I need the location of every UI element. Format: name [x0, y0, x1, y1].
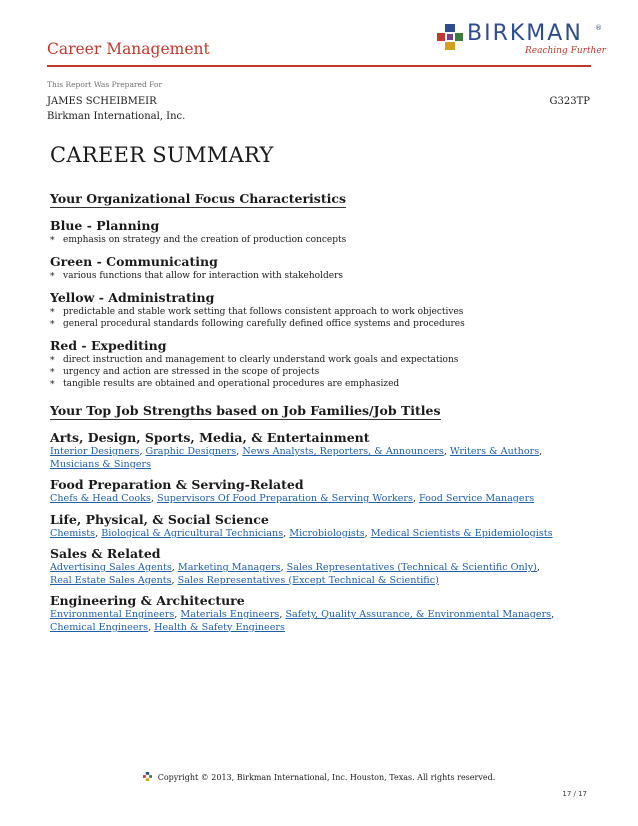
focus-bullet-item: [50, 366, 590, 378]
job-titles-line: [50, 459, 590, 472]
focus-group-heading: Yellow - Administrating: [50, 290, 215, 305]
job-title-link[interactable]: Musicians & Singers: [50, 458, 152, 470]
job-title-link[interactable]: Chefs & Head Cooks: [50, 493, 151, 504]
bullet-asterisk: *: [50, 272, 55, 282]
job-title-link[interactable]: Marketing Managers: [177, 562, 281, 573]
focus-bullet-item: [50, 234, 590, 246]
job-families: [50, 430, 590, 634]
job-title-link[interactable]: Environmental Engineers: [50, 609, 175, 620]
job-titles-line: Chemists, Biological & Agricultural Technicians, Microbiologists, Medical Scientists & Epidemiologists: [50, 527, 553, 539]
job-title-link[interactable]: Health & Safety Engineers: [154, 621, 285, 633]
job-title-link[interactable]: Real Estate Sales Agents: [50, 574, 172, 586]
header-title: Career Management: [47, 40, 210, 58]
bullet-text: predictable and stable work setting that follows consistent approach to work objectives: [63, 307, 464, 317]
job-title-link[interactable]: Sales Representatives (Except Technical & Scientific): [177, 574, 439, 586]
job-title-link[interactable]: Microbiologists: [289, 527, 365, 539]
job-title-link[interactable]: Food Service Managers: [419, 493, 535, 504]
focus-group-heading: Red - Expediting: [50, 338, 167, 353]
focus-groups: [50, 218, 590, 390]
job-title-link[interactable]: Materials Engineers: [180, 609, 280, 620]
prepared-for-label: This Report Was Prepared For: [47, 80, 163, 89]
job-family-heading: Food Preparation & Serving-Related: [50, 477, 304, 492]
job-family-heading: Arts, Design, Sports, Media, & Entertainment: [50, 430, 370, 445]
bullet-text: emphasis on strategy and the creation of production concepts: [63, 235, 347, 245]
bullet-asterisk: *: [50, 368, 55, 378]
focus-bullet-item: [50, 306, 590, 318]
job-title-link[interactable]: Chemists: [50, 527, 96, 539]
job-titles-line: Real Estate Sales Agents, Sales Representatives (Except Technical & Scientific): [50, 574, 439, 586]
header-divider: [47, 65, 591, 67]
focus-bullet-item: [50, 270, 590, 282]
focus-bullet-item: [50, 354, 590, 366]
focus-section-heading: Your Organizational Focus Characteristics: [50, 191, 347, 206]
logo-text: BIRKMAN: [467, 21, 583, 46]
bullet-asterisk: *: [50, 236, 55, 246]
footer: [0, 772, 638, 782]
job-title-link[interactable]: Graphic Designers: [145, 446, 237, 457]
bullet-asterisk: *: [50, 356, 55, 366]
job-title-link[interactable]: Safety, Quality Assurance, & Environmental Managers: [285, 609, 552, 620]
job-family-heading: Sales & Related: [50, 546, 161, 561]
focus-group-heading: Blue - Planning: [50, 218, 160, 233]
job-title-link[interactable]: Medical Scientists & Epidemiologists: [370, 527, 553, 539]
strengths-section-heading: Your Top Job Strengths based on Job Families/Job Titles: [50, 403, 441, 418]
job-title-link[interactable]: Interior Designers: [50, 446, 140, 457]
report-content: [50, 188, 590, 634]
job-title-link[interactable]: Chemical Engineers: [50, 621, 149, 633]
bullet-asterisk: *: [50, 308, 55, 318]
bullet-text: various functions that allow for interaction with stakeholders: [63, 271, 343, 281]
page-number: 17 / 17: [562, 790, 587, 798]
focus-bullet-item: [50, 318, 590, 330]
birkman-footer-icon: [143, 772, 152, 781]
bullet-asterisk: *: [50, 320, 55, 330]
job-titles-line: Advertising Sales Agents, Marketing Managers, Sales Representatives (Technical & Scientific Only),: [50, 562, 540, 573]
report-code: G323TP: [549, 96, 590, 107]
focus-bullet-item: [50, 378, 590, 390]
job-title-link[interactable]: Advertising Sales Agents: [50, 562, 172, 573]
job-family-heading: Life, Physical, & Social Science: [50, 511, 269, 527]
job-titles-line: Chefs & Head Cooks, Supervisors Of Food Preparation & Serving Workers, Food Service Managers: [50, 493, 535, 504]
person-name: JAMES SCHEIBMEIR: [47, 96, 157, 107]
organization-name: Birkman International, Inc.: [47, 111, 186, 122]
job-title-link[interactable]: Writers & Authors: [449, 446, 540, 457]
job-titles-line: Chemical Engineers, Health & Safety Engineers: [50, 621, 285, 633]
bullet-text: tangible results are obtained and operational procedures are emphasized: [63, 379, 400, 389]
birkman-logo-mark-icon: [437, 24, 463, 50]
job-title-link[interactable]: Sales Representatives (Technical & Scientific Only): [286, 562, 537, 573]
strengths-section: [50, 400, 590, 634]
birkman-logo: [437, 20, 607, 60]
job-titles-line: Interior Designers, Graphic Designers, News Analysts, Reporters, & Announcers, Writers & Authors,: [50, 446, 543, 457]
logo-tagline: Reaching Further: [525, 46, 606, 56]
job-titles-line: Environmental Engineers, Materials Engineers, Safety, Quality Assurance, & Environmental Managers,: [50, 609, 555, 620]
page-title: CAREER SUMMARY: [50, 143, 274, 167]
bullet-text: general procedural standards following carefully defined office systems and procedures: [63, 319, 465, 329]
bullet-text: direct instruction and management to clearly understand work goals and expectations: [63, 355, 459, 365]
bullet-asterisk: *: [50, 380, 55, 390]
logo-registered-mark: ®: [595, 24, 602, 32]
bullet-text: urgency and action are stressed in the scope of projects: [63, 367, 320, 377]
focus-section: [50, 188, 590, 390]
job-title-link[interactable]: News Analysts, Reporters, & Announcers: [242, 446, 444, 457]
copyright-text: Copyright © 2013, Birkman International, Inc. Houston, Texas. All rights reserved.: [157, 773, 496, 782]
job-family-heading: Engineering & Architecture: [50, 593, 245, 608]
job-title-link[interactable]: Supervisors Of Food Preparation & Serving Workers: [157, 493, 413, 504]
job-title-link[interactable]: Biological & Agricultural Technicians: [101, 527, 284, 539]
focus-group-heading: Green - Communicating: [50, 254, 218, 269]
